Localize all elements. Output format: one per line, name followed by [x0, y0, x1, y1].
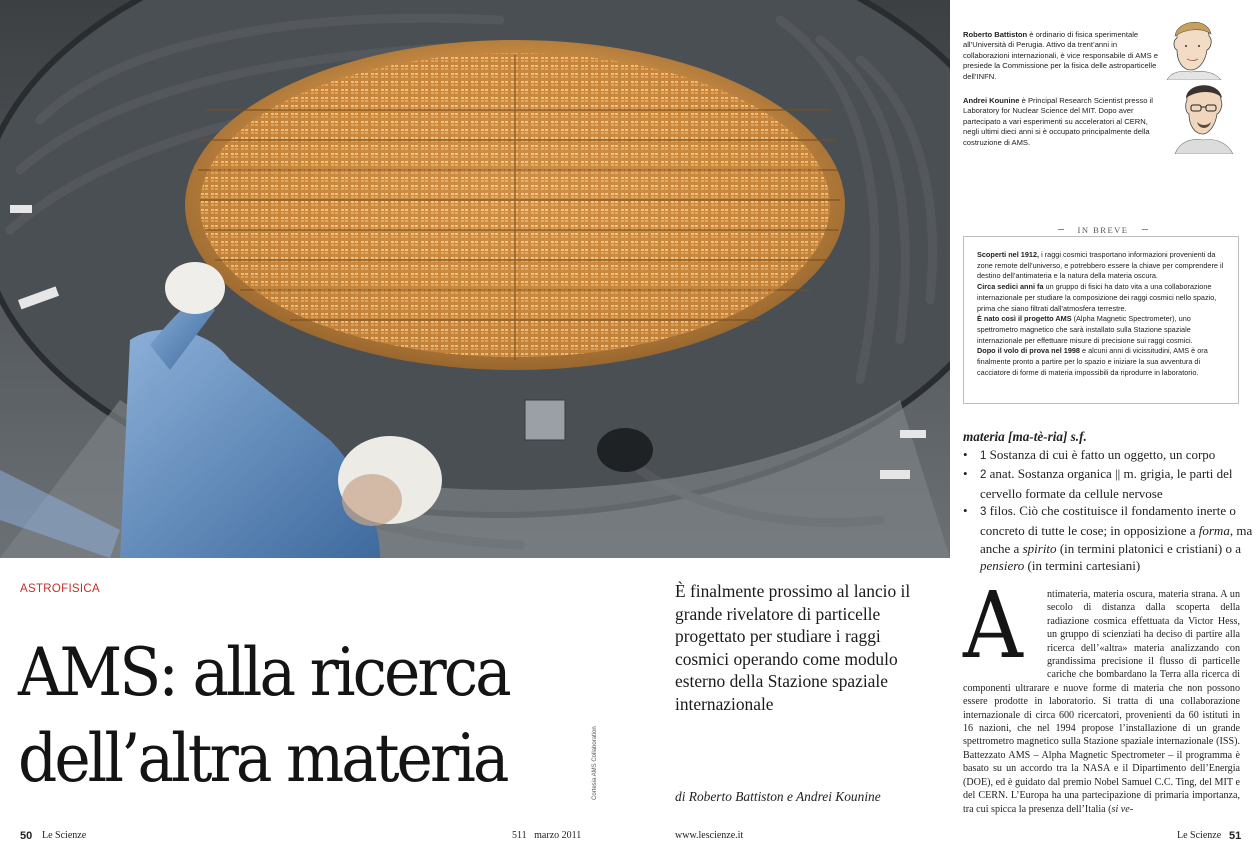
in-breve-paragraph: [977, 346, 1226, 378]
author-bio-body: è Principal Research Scientist presso il Laboratory for Nuclear Science del MIT. Dopo aver partecipato a vari esperimenti su acceleratori al CERN, negli ultimi dieci anni si è occupato principalmente della costruzione di AMS.: [963, 96, 1153, 147]
definition-headword: materia [ma-tè-ria] s.f.: [963, 429, 1087, 444]
author-name: Andrei Kounine: [963, 96, 1020, 105]
connector-box: [525, 400, 565, 440]
in-breve-text: i raggi cosmici trasportano informazioni provenienti da zone remote dell’universo, e potrebbero essere la chiave per comprendere il destino dell’antimateria e la natura della materia oscura.: [977, 250, 1224, 281]
magazine-name-left: Le Scienze: [42, 830, 87, 841]
dictionary-definition: [963, 428, 1253, 575]
ams-detector-photo: [0, 0, 950, 558]
sense-text: , ma anche a: [980, 522, 1253, 556]
body-text-italic: si ve-: [1111, 803, 1134, 815]
page-number-right: [1229, 830, 1241, 842]
author-name: Roberto Battiston: [963, 30, 1028, 39]
article-title: [18, 630, 548, 802]
magazine-name-right: Le Scienze: [1177, 830, 1222, 841]
author-bio-text: [963, 96, 1163, 148]
in-breve-box: [963, 236, 1239, 404]
sense-number: 3: [980, 506, 987, 519]
definition-senses: [963, 446, 1253, 575]
website-url[interactable]: www.lescienze.it: [675, 830, 744, 841]
bullet: •: [963, 503, 968, 519]
in-breve-text: (Alpha Magnetic Spectrometer), uno spettrometro magnetico che sarà installato sulla Stazione spaziale internazionale per effettuare misure di precisione sui raggi cosmici.: [977, 314, 1193, 345]
sense-emphasis: forma: [1198, 522, 1230, 538]
detector-illustration: [0, 0, 950, 558]
section-label: ASTROFISICA: [20, 583, 100, 595]
title-line: AMS: alla ricerca: [18, 634, 509, 711]
sense-number: 1: [980, 449, 987, 462]
central-port: [597, 428, 653, 472]
sense-emphasis: pensiero: [980, 558, 1025, 574]
article-body: [963, 572, 1240, 816]
title-line: dell’altra materia: [18, 720, 507, 797]
in-breve-text: e alcuni anni di vicissitudini, AMS è ora finalmente pronto a partire per lo spazio e iniziare la sua avventura di cacciatore di forme di materia impossibili da riprodurre in laboratorio.: [977, 346, 1208, 377]
in-breve-title: IN BREVE: [1058, 225, 1148, 235]
sense-text: (in termini cartesiani): [1024, 558, 1141, 574]
in-breve-lead: Dopo il volo di prova nel 1998: [977, 346, 1080, 356]
body-text: ntimateria, materia oscura, materia strana. A un secolo di distanza dalla scoperta della radiazione cosmica effettuata da Victor Hess, un gruppo di scienziati ha deciso di partire alla ricerca dell’«altra» materia analizzando con grandissima precisione il flusso di particelle cariche che bombardano la Terra alla ricerca di componenti ultrarare e nuove forme di materia che non possono essere prodotte in laboratorio. Si tratta di una collaborazione internazionale di circa 600 ricercatori, provenienti da 60 istituti in 16 nazioni, che nel 1994 propose l’installazione di un grande spettrometro magnetico sulla Stazione spaziale internazionale (ISS). Battezzato AMS – Alpha Magnetic Spectrometer – il programma è basato su un accordo tra la NASA e il Dipartimento dell’Energia (DOE), ed è guidato dal premio Nobel Samuel C.C. Ting, del MIT e del CERN. L’Europa ha una partecipazione di primaria importanza, tra cui spicca la presenza dell’Italia (: [963, 589, 1240, 815]
sense-text: anat. Sostanza organica || m. grigia, le parti del cervello formate da cellule nervose: [980, 466, 1233, 501]
in-breve-text: un gruppo di fisici ha dato vita a una collaborazione internazionale per studiare la composizione dei raggi cosmici nello spazio, prima che siano filtrati dall’atmosfera terrestre.: [977, 282, 1217, 313]
author-bios: [963, 30, 1253, 186]
author-bio-body: è ordinario di fisica sperimentale all’Università di Perugia. Attivo da trent’anni in collaborazioni internazionali, è vice responsabile di AMS e presiede la Commissione per la fisica delle astroparticelle dell’INFN.: [963, 30, 1159, 81]
in-breve-paragraph: [977, 282, 1226, 314]
in-breve-paragraph: [977, 314, 1226, 346]
sense-text: (in termini platonici e cristiani) o a: [1056, 540, 1242, 556]
in-breve-lead: Circa sedici anni fa: [977, 282, 1044, 292]
in-breve-lead: Scoperti nel 1912,: [977, 250, 1040, 259]
sense-text: filos. Ciò che costituisce il fondamento inerte o concreto di tutte le cose; in opposizione a: [980, 503, 1236, 538]
issue-number: 511: [512, 830, 527, 841]
photo-credit: Cortesia AMS Collaboration: [592, 726, 598, 800]
bullet: •: [963, 466, 968, 482]
page-number: 51: [1229, 830, 1242, 842]
definition-sense: [963, 446, 1253, 466]
issue-date: marzo 2011: [534, 830, 582, 841]
author-bio-text: [963, 30, 1163, 82]
definition-sense: [963, 465, 1253, 502]
article-deck: È finalmente prossimo al lancio il grande rivelatore di particelle progettato per studiare i raggi cosmici operando come modulo esterno della Stazione spaziale internazionale: [675, 581, 911, 714]
sense-emphasis: spirito: [1022, 540, 1057, 556]
byline: di Roberto Battiston e Andrei Kounine: [675, 789, 881, 804]
page-number: 50: [20, 830, 33, 842]
sense-number: 2: [980, 469, 987, 482]
portrait-kounine-icon: [1171, 74, 1235, 154]
issue-info: [512, 830, 581, 841]
in-breve-paragraph: [977, 250, 1226, 282]
portrait-battiston-icon: [1163, 14, 1223, 80]
bullet: •: [963, 446, 968, 462]
sense-text: Sostanza di cui è fatto un oggetto, un corpo: [986, 446, 1216, 462]
drop-cap: A: [963, 572, 1020, 679]
author-bio: [963, 96, 1253, 186]
in-breve-lead: È nato così il progetto AMS: [977, 314, 1072, 324]
page-number-left: [20, 830, 32, 842]
definition-sense: [963, 502, 1253, 574]
